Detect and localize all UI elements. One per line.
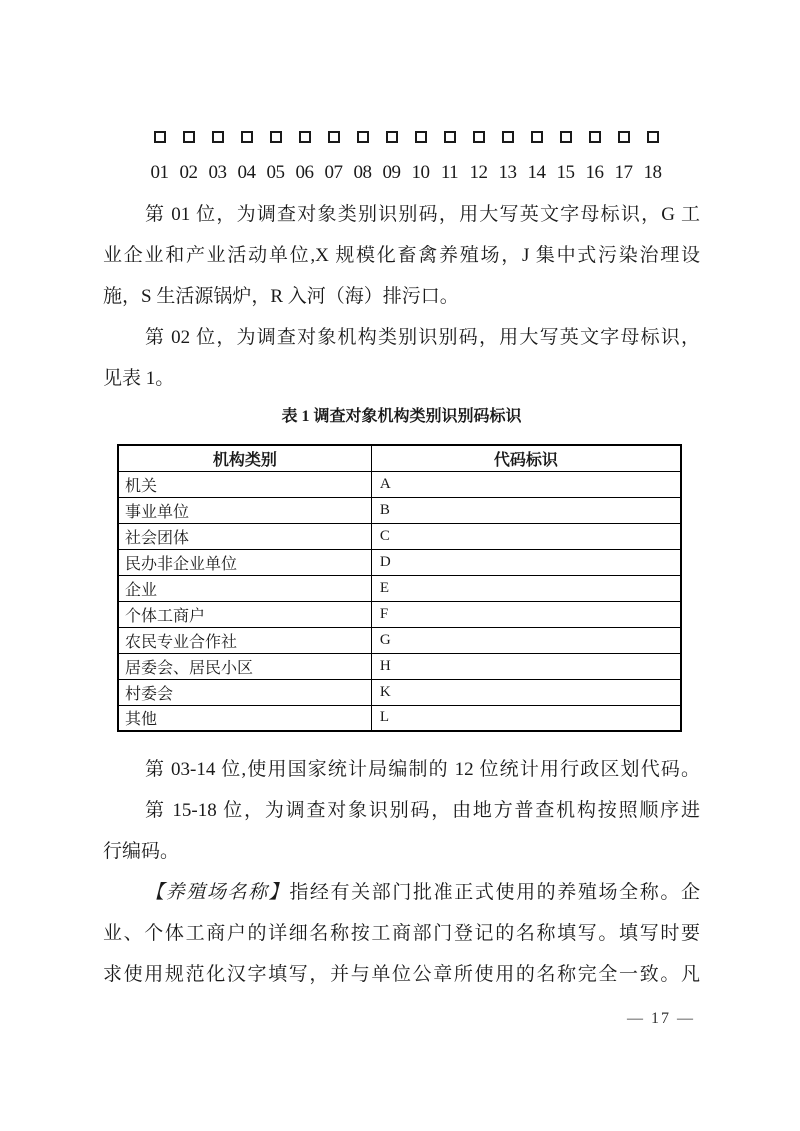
- code-cell: [348, 131, 377, 183]
- text-line: 求使用规范化汉字填写，并与单位公章所使用的名称完全一致。凡: [103, 964, 700, 985]
- code-digit-label: 13: [498, 162, 517, 183]
- text-line: 见表 1。: [103, 368, 175, 389]
- table-row: [118, 653, 681, 679]
- category-cell: 其他: [118, 705, 371, 731]
- institution-code-table: [117, 444, 682, 732]
- code-cell: [638, 131, 667, 183]
- code-digit-label: 11: [440, 162, 459, 183]
- code-digit-label: 09: [382, 162, 401, 183]
- code-digit-label: 18: [643, 162, 662, 183]
- checkbox-icon: [444, 131, 456, 143]
- checkbox-icon: [357, 131, 369, 143]
- category-cell: 居委会、居民小区: [118, 653, 371, 679]
- checkbox-icon: [502, 131, 514, 143]
- code-digit-label: 14: [527, 162, 546, 183]
- code-digit-label: 04: [237, 162, 256, 183]
- code-cell: L: [371, 705, 681, 731]
- code-digit-label: 17: [614, 162, 633, 183]
- checkbox-icon: [154, 131, 166, 143]
- paragraph-digit-15-18: [103, 790, 700, 872]
- paragraph-digit-03-14: [103, 749, 700, 790]
- code-digit-label: 16: [585, 162, 604, 183]
- checkbox-icon: [531, 131, 543, 143]
- code-cell: E: [371, 575, 681, 601]
- code-digit-label: 15: [556, 162, 575, 183]
- category-cell: 事业单位: [118, 497, 371, 523]
- text-line: 第 03-14 位,使用国家统计局编制的 12 位统计用行政区划代码。: [145, 759, 700, 780]
- checkbox-icon: [241, 131, 253, 143]
- code-cell: [232, 131, 261, 183]
- checkbox-icon: [299, 131, 311, 143]
- checkbox-icon: [618, 131, 630, 143]
- code-cell: [377, 131, 406, 183]
- table-header-row: [118, 445, 681, 471]
- code-digit-label: 10: [411, 162, 430, 183]
- category-cell: 机关: [118, 471, 371, 497]
- code-digit-boxes: [145, 131, 700, 183]
- code-digit-label: 07: [324, 162, 343, 183]
- code-cell: [174, 131, 203, 183]
- category-cell: 企业: [118, 575, 371, 601]
- code-digit-label: 03: [208, 162, 227, 183]
- code-cell: [580, 131, 609, 183]
- code-digit-label: 12: [469, 162, 488, 183]
- table-row: [118, 601, 681, 627]
- farm-name-term: 【养殖场名称】: [145, 882, 290, 903]
- code-cell: [261, 131, 290, 183]
- table-row: [118, 497, 681, 523]
- column-header-category: 机构类别: [118, 445, 371, 471]
- table-row: [118, 523, 681, 549]
- code-cell: G: [371, 627, 681, 653]
- code-cell: [406, 131, 435, 183]
- table-title: 表 1 调查对象机构类别识别码标识: [281, 408, 522, 425]
- code-digit-label: 08: [353, 162, 372, 183]
- text-line: 第 01 位，为调查对象类别识别码，用大写英文字母标识，G 工: [145, 204, 700, 225]
- page-number: — 17 —: [627, 1010, 695, 1027]
- checkbox-icon: [589, 131, 601, 143]
- text-line: 业、个体工商户的详细名称按工商部门登记的名称填写。填写时要: [103, 923, 700, 944]
- table-row: [118, 679, 681, 705]
- code-digit-label: 05: [266, 162, 285, 183]
- category-cell: 社会团体: [118, 523, 371, 549]
- text-line: [103, 872, 700, 913]
- checkbox-icon: [212, 131, 224, 143]
- code-cell: [493, 131, 522, 183]
- checkbox-icon: [473, 131, 485, 143]
- table-row: [118, 471, 681, 497]
- code-cell: [203, 131, 232, 183]
- code-cell: B: [371, 497, 681, 523]
- farm-name-rest: 指经有关部门批准正式使用的养殖场全称。企: [289, 882, 700, 903]
- code-digit-label: 02: [179, 162, 198, 183]
- code-digit-label: 06: [295, 162, 314, 183]
- code-cell: H: [371, 653, 681, 679]
- table-row: [118, 575, 681, 601]
- code-cell: D: [371, 549, 681, 575]
- checkbox-icon: [270, 131, 282, 143]
- code-cell: F: [371, 601, 681, 627]
- page-content: [103, 0, 700, 995]
- code-digit-label: 01: [150, 162, 169, 183]
- code-cell: C: [371, 523, 681, 549]
- table-row: [118, 627, 681, 653]
- checkbox-icon: [183, 131, 195, 143]
- paragraph-farm-name: [103, 872, 700, 995]
- text-line: 第 02 位，为调查对象机构类别识别码，用大写英文字母标识，: [145, 327, 700, 348]
- text-line: 第 15-18 位，为调查对象识别码，由地方普查机构按照顺序进: [145, 800, 700, 821]
- code-cell: [522, 131, 551, 183]
- code-cell: [319, 131, 348, 183]
- text-line: 行编码。: [103, 841, 180, 862]
- text-line: 施，S 生活源锅炉，R 入河（海）排污口。: [103, 286, 459, 307]
- checkbox-icon: [560, 131, 572, 143]
- code-cell: [609, 131, 638, 183]
- category-cell: 农民专业合作社: [118, 627, 371, 653]
- text-line: 业企业和产业活动单位,X 规模化畜禽养殖场，J 集中式污染治理设: [103, 245, 700, 266]
- code-cell: [435, 131, 464, 183]
- checkbox-icon: [328, 131, 340, 143]
- paragraph-digit-02: [103, 317, 700, 399]
- paragraph-digit-01: [103, 194, 700, 317]
- checkbox-icon: [647, 131, 659, 143]
- checkbox-icon: [386, 131, 398, 143]
- code-cell: A: [371, 471, 681, 497]
- table-row: [118, 705, 681, 731]
- category-cell: 村委会: [118, 679, 371, 705]
- code-cell: K: [371, 679, 681, 705]
- category-cell: 个体工商户: [118, 601, 371, 627]
- category-cell: 民办非企业单位: [118, 549, 371, 575]
- code-cell: [464, 131, 493, 183]
- column-header-code: 代码标识: [371, 445, 681, 471]
- table-row: [118, 549, 681, 575]
- code-cell: [551, 131, 580, 183]
- code-cell: [145, 131, 174, 183]
- code-cell: [290, 131, 319, 183]
- checkbox-icon: [415, 131, 427, 143]
